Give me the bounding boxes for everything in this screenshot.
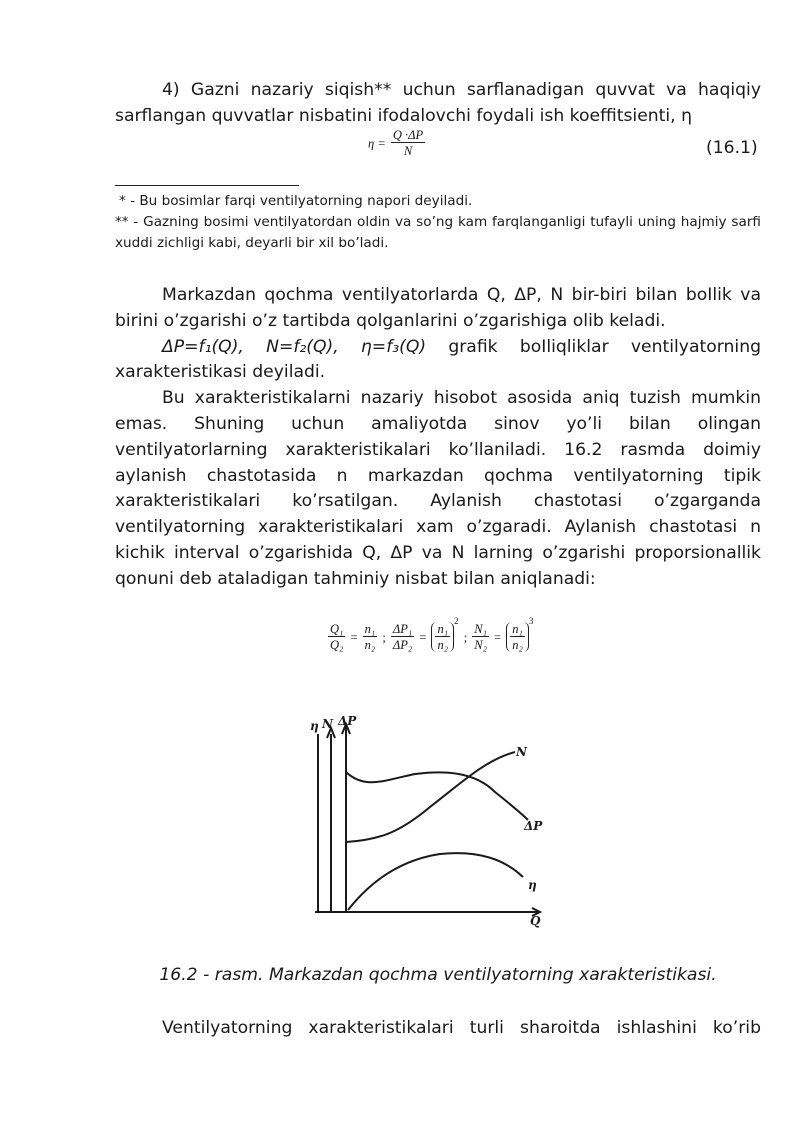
q2: Q₂ xyxy=(330,638,344,652)
n-curve xyxy=(346,752,515,842)
proportionality-formula xyxy=(328,615,534,652)
frac-N xyxy=(472,622,489,652)
separator-1: ; xyxy=(382,630,386,645)
footnote-1: * - Bu bosimlar farqi ventilyatorning napori deyiladi. xyxy=(119,193,473,209)
n-axis-label: N xyxy=(322,717,333,731)
frac-dp xyxy=(391,622,414,652)
frac-q xyxy=(328,622,345,652)
figure-caption: 16.2 - rasm. Markazdan qochma ventilyatorning xarakteristikasi. xyxy=(159,965,717,985)
body-paragraph-2-text: grafik boIliqliklar ventilyatorning xarakteristikasi deyiladi. xyxy=(115,336,761,383)
separator-2: ; xyxy=(463,630,468,645)
formula-lhs: η = xyxy=(368,136,386,151)
eta-axis-label: η xyxy=(310,719,319,733)
paren-n-3 xyxy=(506,622,529,652)
footnotes xyxy=(115,191,761,254)
n1-b: n₁ xyxy=(437,622,449,636)
dp-curve xyxy=(346,772,528,820)
body-paragraph-3: Bu xarakteristikalarni nazariy hisobot asosida aniq tuzish mumkin emas. Shuning uchun amaliyotda sinov yo’li bilan olingan ventilyatorlarning xarakteristikalari ko’llaniladi. 16.2 rasmda doimiy aylanish chastotasida n markazdan qochma ventilyatorning tipik xarakteristikalari ko’rsatilgan. Aylanish chastotasi o’zgarganda ventilyatorning xarakteristikalari xam o’zgaradi. Aylanish chastotasi n kichik interval o’zgarishida Q, ΔP va N larning o’zgarishi proporsionallik qonuni deb ataladigan tahminiy nisbat bilan aniqlanadi: xyxy=(115,388,761,589)
n1-a: n₁ xyxy=(364,622,376,636)
exponent-3: 3 xyxy=(528,615,534,626)
intro-line-2: sarflangan quvvatlar nisbatini ifodalovchi foydali ish koeffitsienti, η xyxy=(115,105,692,126)
formula-number: (16.1) xyxy=(706,138,758,158)
n-curve-label: N xyxy=(516,745,527,759)
eta-curve-label: η xyxy=(528,878,537,892)
equals-1: = xyxy=(350,630,358,645)
dp1: ΔP₁ xyxy=(392,622,413,636)
n2-b: n₂ xyxy=(437,638,449,652)
paren-n-2 xyxy=(431,622,454,652)
q-axis-label: Q xyxy=(530,914,541,928)
body-paragraph-1: Markazdan qochma ventilyatorlarda Q, ΔP, N bir-biri bilan boIlik va birini o’zgarishi o’z tartibda qolganlarini o’zgarishiga olib keladi. xyxy=(115,285,761,331)
dp-curve-label: ΔP xyxy=(524,819,543,833)
q1: Q₁ xyxy=(330,622,344,636)
footnote-divider xyxy=(115,185,299,186)
formula-denominator: N xyxy=(403,144,413,158)
footnote-2: ** - Gazning bosimi ventilyatordan oldin va so’ng kam farqlanganligi tufayli uning hajmiy sarfi xuddi zichligi kabi, deyarli bir xil bo’ladi. xyxy=(115,214,761,251)
frac-n-3 xyxy=(510,622,525,652)
n1-c: n₁ xyxy=(512,622,523,636)
last-line-text: Ventilyatorning xarakteristikalari turli sharoitda ishlashini ko’rib xyxy=(162,1018,761,1038)
n2-c: n₂ xyxy=(512,638,523,652)
frac-n-1 xyxy=(363,622,378,652)
fan-characteristic-figure xyxy=(290,712,570,942)
intro-line-1: 4) Gazni nazariy siqish** uchun sarflanadigan quvvat va haqiqiy xyxy=(162,80,761,100)
equals-3: = xyxy=(494,630,502,645)
exponent-2: 2 xyxy=(454,615,459,626)
N2: N₂ xyxy=(474,638,487,652)
intro-paragraph xyxy=(115,78,761,130)
last-line xyxy=(115,1016,761,1042)
formula-16-1 xyxy=(368,128,425,158)
frac-n-2 xyxy=(435,622,450,652)
dp-axis-label: ΔP xyxy=(338,714,357,728)
equals-2: = xyxy=(419,630,427,645)
eta-curve xyxy=(348,853,523,910)
body-paragraph-2 xyxy=(115,335,761,387)
formula-fraction xyxy=(391,128,425,158)
body-text xyxy=(115,283,761,593)
dp2: ΔP₂ xyxy=(392,638,413,652)
function-formulas: ΔP=f₁(Q), N=f₂(Q), η=f₃(Q) xyxy=(162,336,427,357)
formula-numerator: Q ·ΔP xyxy=(392,128,424,142)
n2-a: n₂ xyxy=(364,638,376,652)
N1: N₁ xyxy=(474,622,487,636)
